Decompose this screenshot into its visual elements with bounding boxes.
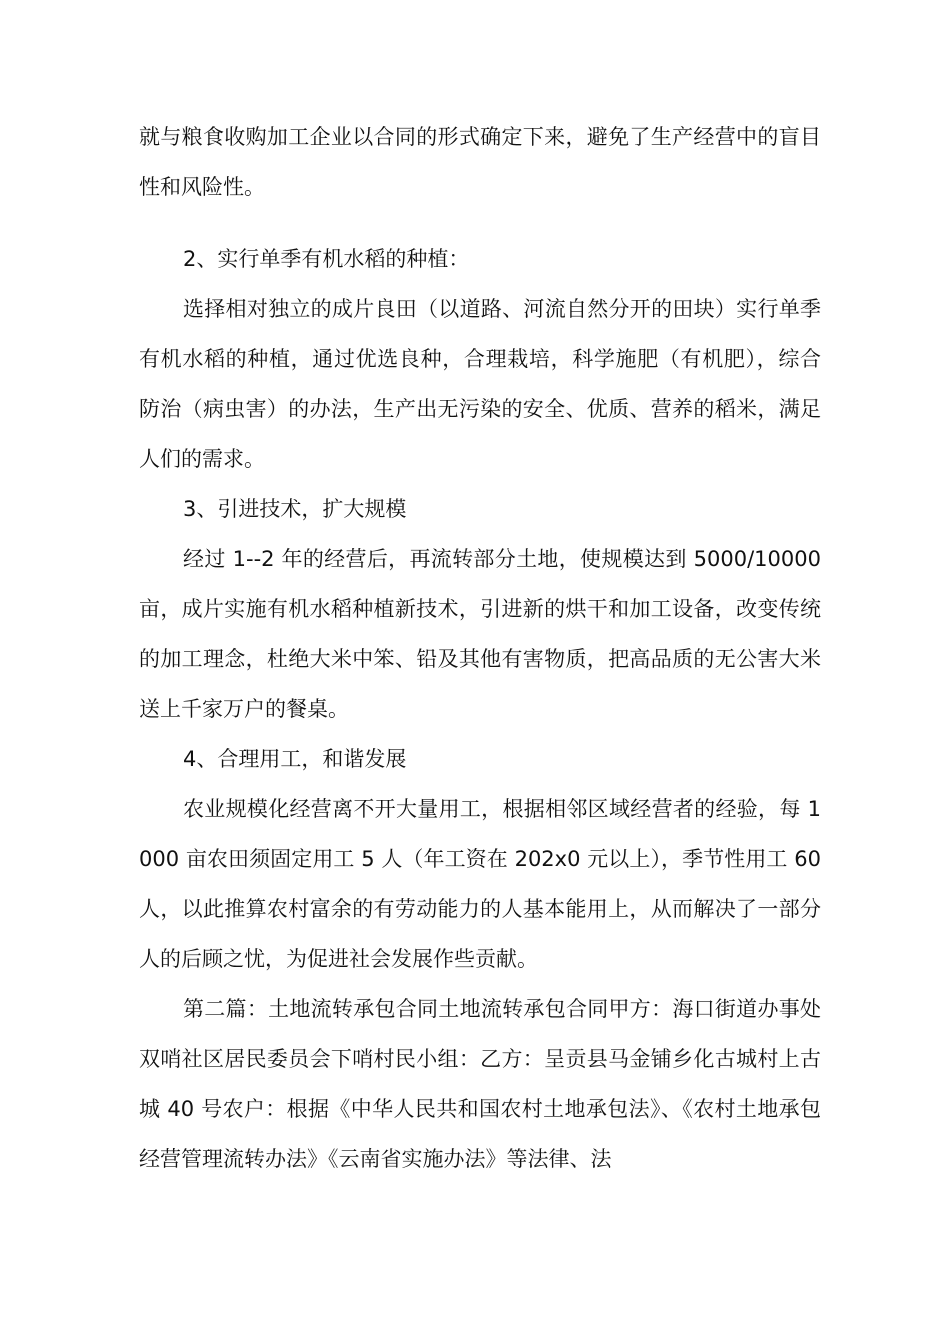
paragraph-organic-rice: 选择相对独立的成片良田（以道路、河流自然分开的田块）实行单季有机水稻的种植，通过优选良种，合理栽培，科学施肥（有机肥），综合防治（病虫害）的办法，生产出无污染的安全、优质、营养的稻米，满足人们的需求。 bbox=[139, 297, 821, 471]
paragraph-continuation: 就与粮食收购加工企业以合同的形式确定下来，避免了生产经营中的盲目性和风险性。 bbox=[139, 125, 821, 199]
paragraph-labor: 农业规模化经营离不开大量用工，根据相邻区域经营者的经验，每 1000 亩农田须固定用工 5 人（年工资在 202x0 元以上），季节性用工 60 人，以此推算农村富余的有劳动能力的人基本能用上，从而解决了一部分人的后顾之忧，为促进社会发展作些贡献。 bbox=[139, 797, 828, 971]
paragraph-technology-scale: 经过 1--2 年的经营后，再流转部分土地，使规模达到 5000/10000 亩，成片实施有机水稻种植新技术，引进新的烘干和加工设备，改变传统的加工理念，杜绝大米中笨、铅及其他有害物质，把高品质的无公害大米送上千家万户的餐桌。 bbox=[139, 547, 828, 721]
section-heading-4: 4、合理用工，和谐发展 bbox=[183, 747, 407, 771]
section-heading-2: 2、实行单季有机水稻的种植： bbox=[183, 247, 470, 271]
paragraph-contract-intro: 第二篇：土地流转承包合同土地流转承包合同甲方：海口街道办事处双哨社区居民委员会下哨村民小组：乙方：呈贡县马金铺乡化古城村上古城 40 号农户：根据《中华人民共和国农村土地承包法》、《农村土地承包经营管理流转办法》《云南省实施办法》等法律、法 bbox=[139, 997, 821, 1171]
document-body bbox=[139, 112, 828, 1184]
section-heading-3: 3、引进技术，扩大规模 bbox=[183, 497, 407, 521]
paragraph-gap bbox=[139, 212, 821, 234]
